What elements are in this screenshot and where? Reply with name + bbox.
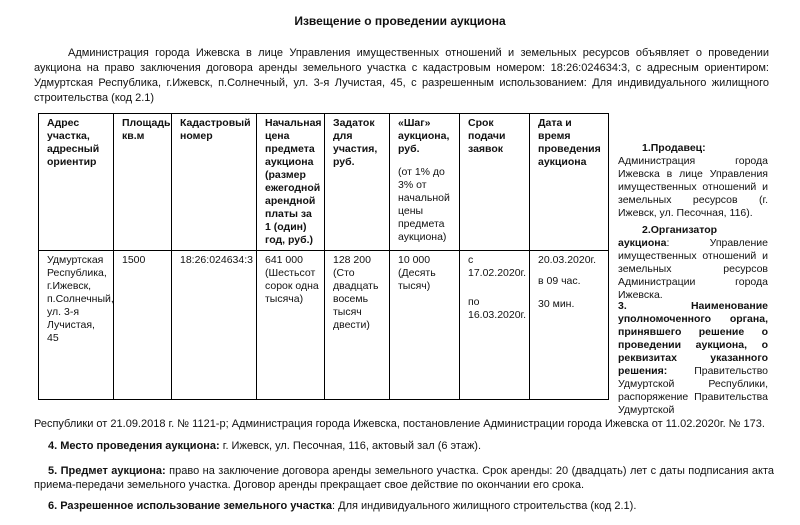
cell-area: 1500 [114, 251, 172, 400]
section-4 [48, 440, 778, 452]
auction-table [38, 113, 609, 400]
header-cadastral: Кадастровый номер [172, 114, 257, 251]
period-from: с 17.02.2020г. [468, 254, 527, 279]
decision-text: Правительство Удмуртской Республики, распоряжение Правительства Удмуртской [618, 365, 768, 416]
cell-address: Удмуртская Республика, г.Ижевск, п.Солнечный, ул. 3-я Лучистая, 45 [39, 251, 114, 400]
cell-step: 10 000 (Десять тысяч) [390, 251, 460, 400]
notice-title: Извещение о проведении аукциона [294, 14, 506, 28]
cell-date [530, 251, 609, 400]
header-step [390, 114, 460, 251]
section-6 [48, 500, 778, 512]
cell-deposit: 128 200 (Сто двадцать восемь тысяч двести) [325, 251, 390, 400]
section-4-heading: 4. Место проведения аукциона: [48, 440, 220, 452]
intro-paragraph: Администрация города Ижевска в лице Управления имущественных отношений и земельных ресурсов объявляет о проведении аукциона на право заключения договора аренды земельного участка с кадастровым номером: 18:26:024634:3, с адресным ориентиром: Удмуртская Республика, г.Ижевск, п.Солнечный, ул. 3-я Лучистая, 45, с разрешенным использованием: Для индивидуального жилищного строительства (код 2.1) [34, 47, 769, 104]
cell-cadastral: 18:26:024634:3 [172, 251, 257, 400]
section-6-heading: 6. Разрешенное использование земельного участка [48, 500, 333, 512]
section-6-text: : Для индивидуального жилищного строительства (код 2.1). [332, 500, 637, 512]
header-date: Дата и время проведения аукциона [530, 114, 609, 251]
cell-period [460, 251, 530, 400]
table-header-row [39, 114, 609, 251]
header-period: Срок подачи заявок [460, 114, 530, 251]
organizer-text: : Управление имущественных отношений и земельных ресурсов Администрации города Ижевска. [618, 237, 768, 301]
organizer-block [618, 224, 768, 302]
table-row [39, 251, 609, 400]
auction-time-minutes: 30 мин. [538, 298, 575, 310]
header-area: Площадь кв.м [114, 114, 172, 251]
header-address: Адрес участка, адресный ориентир [39, 114, 114, 251]
cell-price: 641 000 (Шестьсот сорок одна тысяча) [257, 251, 325, 400]
organizer-heading: 2.Организатор аукциона [618, 224, 718, 249]
header-price: Начальная цена предмета аукциона (размер ежегодной арендной платы за 1 (один) год, руб.) [257, 114, 325, 251]
header-step-label: «Шаг» аукциона, руб. [398, 117, 450, 155]
seller-text: Администрация города Ижевска в лице Управления имущественных отношений и земельных ресурсов (г. Ижевск, ул. Песочная, 116). [618, 155, 768, 219]
seller-block [618, 142, 768, 220]
seller-heading: 1.Продавец: [642, 142, 706, 154]
section-5-heading: 5. Предмет аукциона: [48, 465, 166, 477]
auction-date: 20.03.2020г. [538, 254, 597, 266]
header-step-note: (от 1% до 3% от начальной цены предмета аукциона) [398, 166, 450, 243]
section-5 [34, 464, 774, 492]
auction-time-hours: в 09 час. [538, 275, 581, 287]
section-5-text: право на заключение договора аренды земельного участка. Срок аренды: 20 (двадцать) лет с даты подписания акта приема-передачи земельного участка. Договор аренды прекращает свое действие по окончании его срока. [34, 465, 774, 491]
decision-block [618, 300, 768, 417]
decision-heading: 3. Наименование уполномоченного органа, принявшего решение о проведении аукциона, о реквизитах указанного решения: [618, 300, 768, 377]
section-4-text: г. Ижевск, ул. Песочная, 116, актовый зал (6 этаж). [219, 440, 482, 452]
period-to: по 16.03.2020г. [468, 296, 527, 321]
header-deposit: Задаток для участия, руб. [325, 114, 390, 251]
continuation-text: Республики от 21.09.2018 г. № 1121-р; Администрация города Ижевска, постановление Администрации города Ижевска от 11.02.2020г. № 173. [34, 418, 765, 430]
